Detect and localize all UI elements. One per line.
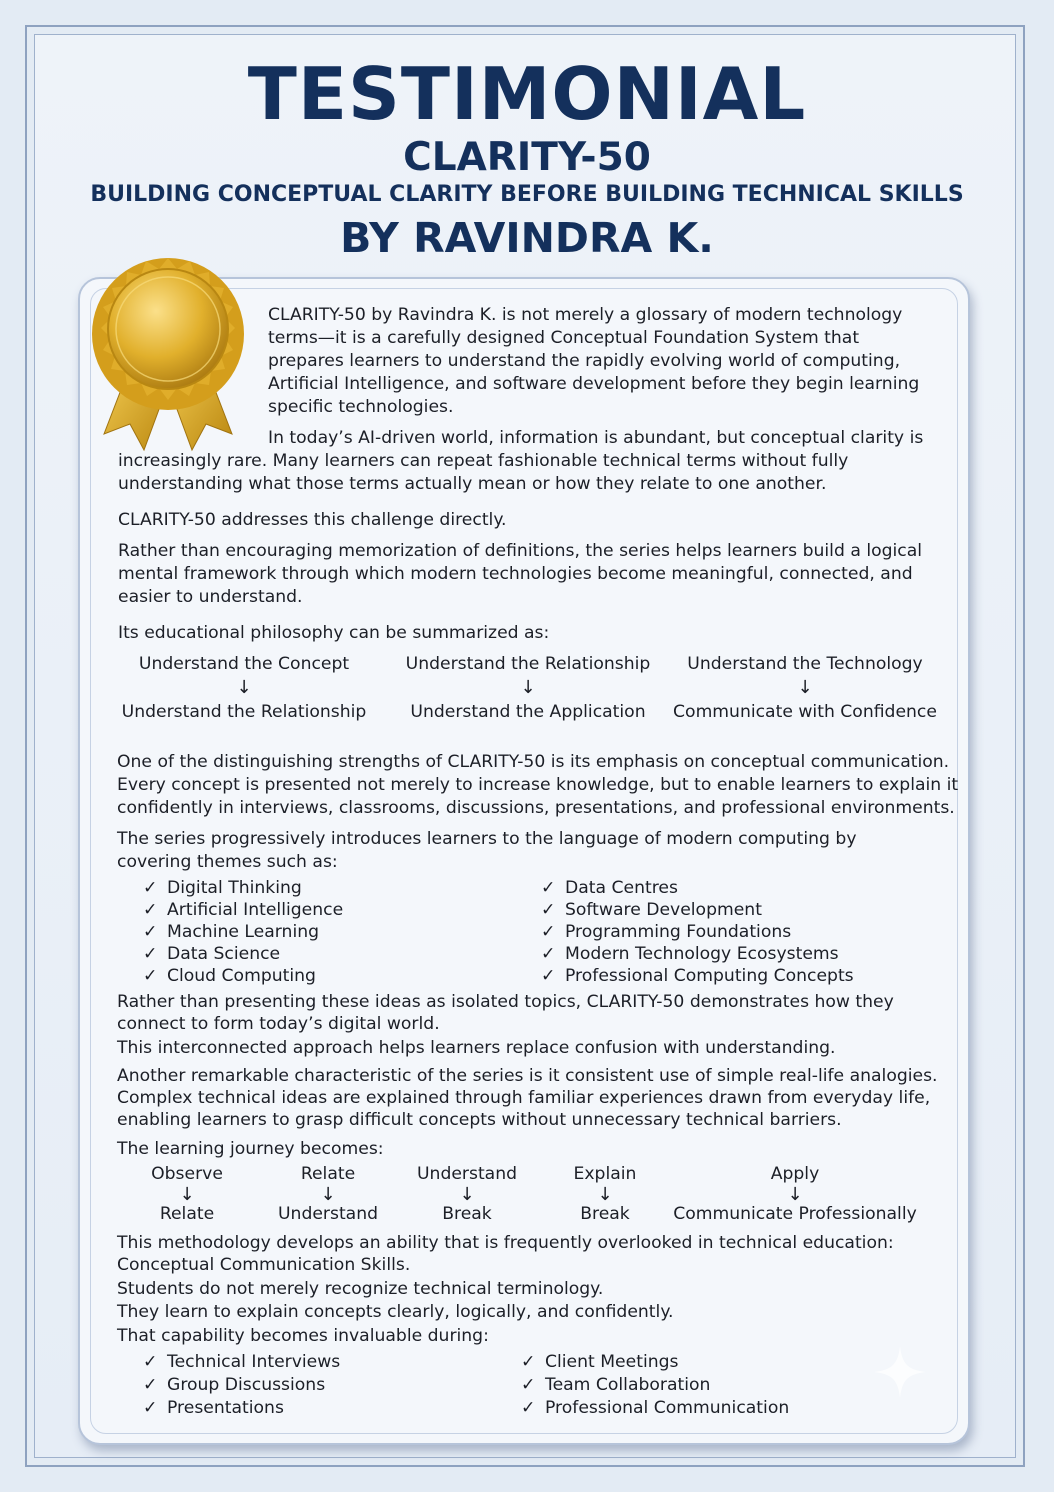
page-title: TESTIMONIAL xyxy=(247,52,807,136)
check-icon: ✓ xyxy=(143,1398,158,1418)
philosophy-col-2-top: Understand the Relationship xyxy=(405,654,651,674)
sparkle-icon xyxy=(872,1344,928,1400)
journey-col-4-arrow: ↓ xyxy=(597,1184,613,1205)
check-icon: ✓ xyxy=(541,966,556,986)
check-icon: ✓ xyxy=(143,922,158,942)
p7-line-1: Rather than presenting these ideas as isolated topics, CLARITY-50 demonstrates how they xyxy=(117,992,894,1012)
award-medal-icon xyxy=(86,256,250,452)
journey-col-3-bottom: Break xyxy=(442,1204,492,1224)
journey-col-1-top: Observe xyxy=(151,1164,223,1184)
use-item: ✓ Technical Interviews xyxy=(143,1352,341,1372)
journey-col-4-top: Explain xyxy=(573,1164,637,1184)
tagline: BUILDING CONCEPTUAL CLARITY BEFORE BUILDING TECHNICAL SKILLS xyxy=(90,182,964,207)
journey-col-3-top: Understand xyxy=(416,1164,518,1184)
p4-line-3: easier to understand. xyxy=(118,587,303,607)
check-icon: ✓ xyxy=(143,966,158,986)
use-item: ✓ Client Meetings xyxy=(521,1352,679,1372)
use-item: ✓ Presentations xyxy=(143,1398,284,1418)
book-title: CLARITY-50 xyxy=(403,135,651,180)
check-icon: ✓ xyxy=(541,878,556,898)
p4-line-2: mental framework through which modern technologies become meaningful, connected, and xyxy=(118,564,913,584)
check-icon: ✓ xyxy=(541,900,556,920)
check-icon: ✓ xyxy=(521,1398,536,1418)
p7-line-2: connect to form today’s digital world. xyxy=(117,1014,440,1034)
intro-line-2: terms—it is a carefully designed Conceptual Foundation System that xyxy=(268,328,860,348)
check-icon: ✓ xyxy=(521,1375,536,1395)
journey-col-1-bottom: Relate xyxy=(159,1204,215,1224)
journey-col-4-bottom: Break xyxy=(580,1204,630,1224)
theme-item: ✓ Digital Thinking xyxy=(143,878,302,898)
theme-item: ✓ Cloud Computing xyxy=(143,966,316,986)
p3: CLARITY-50 addresses this challenge directly. xyxy=(118,510,507,530)
theme-item: ✓ Artificial Intelligence xyxy=(143,900,344,920)
philosophy-col-1-bottom: Understand the Relationship xyxy=(121,702,367,722)
philosophy-col-2-bottom: Understand the Application xyxy=(410,702,646,722)
theme-item: ✓ Software Development xyxy=(541,900,762,920)
p6-line-2: covering themes such as: xyxy=(117,852,338,872)
journey-col-5-top: Apply xyxy=(770,1164,820,1184)
journey-intro: The learning journey becomes: xyxy=(117,1139,384,1159)
journey-col-5-bottom: Communicate Professionally xyxy=(673,1204,917,1224)
check-icon: ✓ xyxy=(541,922,556,942)
p2-line-3: understanding what those terms actually mean or how they relate to one another. xyxy=(118,474,827,494)
theme-item: ✓ Modern Technology Ecosystems xyxy=(541,944,839,964)
p9-line-5: That capability becomes invaluable during: xyxy=(117,1326,489,1346)
philosophy-col-1-arrow: ↓ xyxy=(236,677,252,698)
philosophy-intro: Its educational philosophy can be summarized as: xyxy=(118,623,550,643)
philosophy-col-2-arrow: ↓ xyxy=(520,677,536,698)
journey-col-2-bottom: Understand xyxy=(277,1204,379,1224)
journey-col-2-arrow: ↓ xyxy=(320,1184,336,1205)
use-item: ✓ Professional Communication xyxy=(521,1398,790,1418)
journey-col-3-arrow: ↓ xyxy=(459,1184,475,1205)
p9-line-1: This methodology develops an ability that is frequently overlooked in technical education: xyxy=(117,1233,894,1253)
philosophy-col-3-top: Understand the Technology xyxy=(687,654,923,674)
p8-line-3: enabling learners to grasp difficult concepts without unnecessary technical barriers. xyxy=(117,1110,842,1130)
p4-line-1: Rather than encouraging memorization of definitions, the series helps learners build a logical xyxy=(118,541,923,561)
p5-line-2: Every concept is presented not merely to increase knowledge, but to enable learners to explain it xyxy=(117,775,959,795)
p6-line-1: The series progressively introduces learners to the language of modern computing by xyxy=(117,829,857,849)
journey-col-1-arrow: ↓ xyxy=(179,1184,195,1205)
intro-line-1: CLARITY-50 by Ravindra K. is not merely a glossary of modern technology xyxy=(268,305,903,325)
check-icon: ✓ xyxy=(143,1375,158,1395)
theme-item: ✓ Data Science xyxy=(143,944,281,964)
p7-line-3: This interconnected approach helps learners replace confusion with understanding. xyxy=(117,1038,836,1058)
theme-item: ✓ Machine Learning xyxy=(143,922,320,942)
check-icon: ✓ xyxy=(521,1352,536,1372)
intro-line-3: prepares learners to understand the rapidly evolving world of computing, xyxy=(268,351,901,371)
check-icon: ✓ xyxy=(541,944,556,964)
philosophy-col-1-top: Understand the Concept xyxy=(138,654,350,674)
p8-line-1: Another remarkable characteristic of the series is it consistent use of simple real-life analogies. xyxy=(117,1066,938,1086)
philosophy-col-3-arrow: ↓ xyxy=(797,677,813,698)
p2-line-1: In today’s AI-driven world, information is abundant, but conceptual clarity is xyxy=(268,428,924,448)
p9-line-2: Conceptual Communication Skills. xyxy=(117,1255,411,1275)
p9-line-4: They learn to explain concepts clearly, logically, and confidently. xyxy=(117,1302,674,1322)
check-icon: ✓ xyxy=(143,1352,158,1372)
theme-item: ✓ Professional Computing Concepts xyxy=(541,966,854,986)
check-icon: ✓ xyxy=(143,944,158,964)
p5-line-1: One of the distinguishing strengths of CLARITY-50 is its emphasis on conceptual communication. xyxy=(117,752,950,772)
check-icon: ✓ xyxy=(143,878,158,898)
p5-line-3: confidently in interviews, classrooms, discussions, presentations, and professional environments. xyxy=(117,798,955,818)
check-icon: ✓ xyxy=(143,900,158,920)
intro-line-5: specific technologies. xyxy=(268,397,454,417)
use-item: ✓ Team Collaboration xyxy=(521,1375,711,1395)
byline: BY RAVINDRA K. xyxy=(340,214,714,262)
theme-item: ✓ Data Centres xyxy=(541,878,678,898)
p8-line-2: Complex technical ideas are explained through familiar experiences drawn from everyday life, xyxy=(117,1088,931,1108)
use-item: ✓ Group Discussions xyxy=(143,1375,326,1395)
p9-line-3: Students do not merely recognize technical terminology. xyxy=(117,1279,604,1299)
journey-col-5-arrow: ↓ xyxy=(787,1184,803,1205)
intro-line-4: Artificial Intelligence, and software development before they begin learning xyxy=(268,374,920,394)
philosophy-col-3-bottom: Communicate with Confidence xyxy=(673,702,937,722)
theme-item: ✓ Programming Foundations xyxy=(541,922,792,942)
journey-col-2-top: Relate xyxy=(300,1164,356,1184)
p2-line-2: increasingly rare. Many learners can repeat fashionable technical terms without fully xyxy=(118,451,849,471)
